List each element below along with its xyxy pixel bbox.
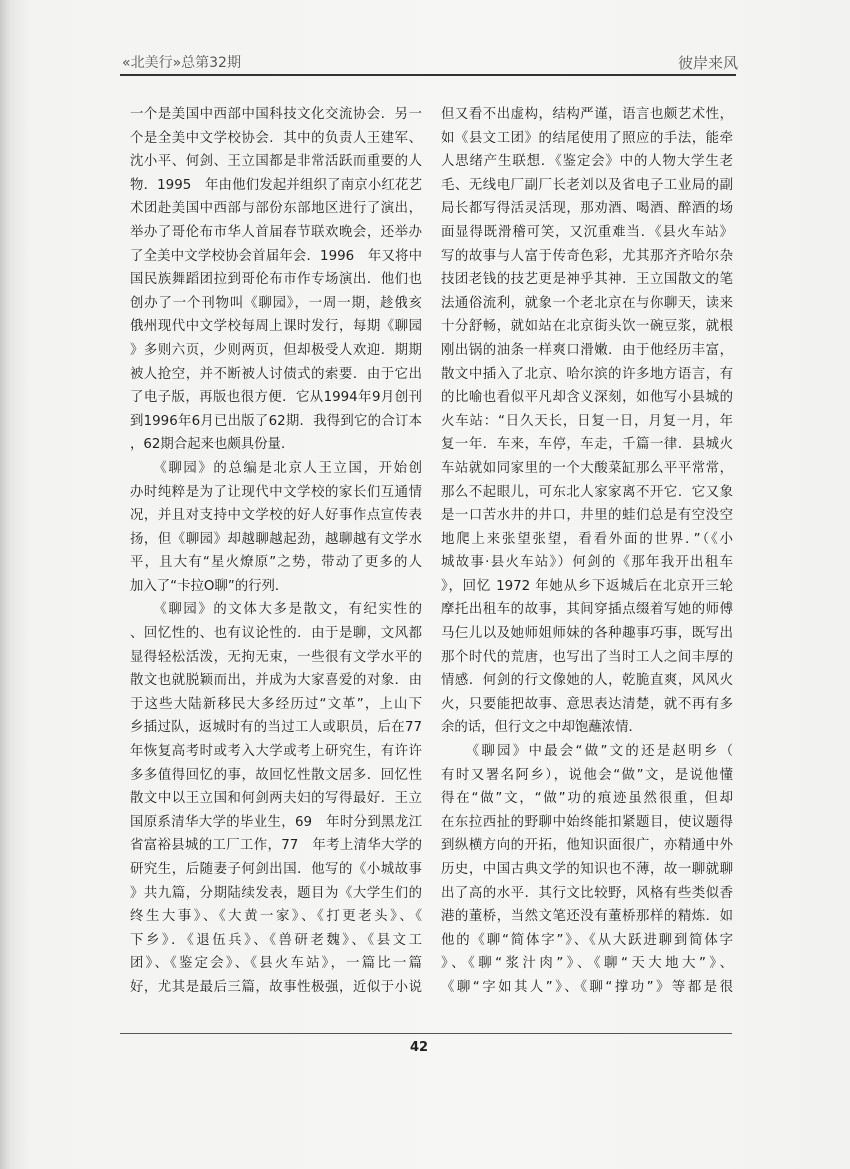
text-line: 他的《聊“简体字”》、《从大跃进聊到简体字	[441, 932, 733, 948]
text-line: 年恢复高考时或考入大学或考上研究生，有许许	[130, 744, 422, 760]
text-line: 地爬上来张望张望，看看外面的世界．”（《小	[441, 531, 733, 547]
header-divider	[120, 74, 736, 76]
text-line: 到1996年6月已出版了62期．我得到它的合订本	[130, 413, 422, 429]
text-line: 火，只要能把故事、意思表达清楚，就不再有多	[441, 696, 733, 712]
text-line: 刚出锅的油条一样爽口滑嫩．由于他经历丰富，	[441, 342, 733, 358]
text-line: 《聊园》中最会“做”文的还是赵明乡（	[441, 744, 733, 760]
text-line: 人思绪产生联想．《鉴定会》中的人物大学生老	[441, 154, 733, 170]
text-line: ，62期合起来也颇具份量．	[130, 437, 295, 453]
text-line: 好，尤其是最后三篇，故事性极强，近似于小说	[130, 979, 422, 995]
text-line: 下乡》．《退伍兵》、《兽研老魏》、《县文工	[130, 932, 422, 948]
text-line: 技团老钱的技艺更是神乎其神．王立国散文的笔	[441, 272, 733, 288]
text-line: 《聊园》的文体大多是散文，有纪实性的	[130, 602, 422, 618]
text-line: 在东拉西扯的野聊中始终能扣紧题目，使议题得	[441, 814, 733, 830]
text-line: 术团赴美国中西部与部份东部地区进行了演出，	[130, 201, 422, 217]
text-line: 历史，中国古典文学的知识也不薄，故一聊就聊	[441, 862, 733, 877]
running-header-publication: «北美行»总第32期	[122, 55, 241, 71]
text-line: 那么不起眼儿，可东北人家家离不开它．它又象	[441, 484, 733, 500]
text-line: 写的故事与人富于传奇色彩，尤其那齐齐哈尔杂	[441, 248, 733, 264]
text-line: 多多值得回忆的事，故回忆性散文居多．回忆性	[130, 767, 422, 783]
text-line: 省富裕县城的工厂工作，77 年考上清华大学的	[130, 838, 422, 854]
text-line: 于这些大陆新移民大多经历过“文革”，上山下	[130, 696, 422, 712]
text-line: 复一年．车来，车停，车走，千篇一律．县城火	[441, 437, 733, 453]
text-line: 火车站：“日久天长，日复一日，月复一月，年	[441, 413, 733, 429]
text-line: 平，且大有“星火燎原”之势，带动了更多的人	[130, 555, 422, 571]
text-line: 余的话，但行文之中却饱蘸浓情．	[441, 720, 642, 736]
text-line: 了全美中文学校协会首届年会．1996 年又将中	[130, 248, 422, 264]
text-line: 扬，但《聊园》却越聊越起劲，越聊越有文学水	[130, 531, 422, 547]
text-line: 散文中插入了北京、哈尔滨的许多地方语言，有	[441, 366, 733, 382]
text-line: 俄州现代中文学校每周上课时发行，每期《聊园	[130, 319, 422, 335]
text-line: 十分舒畅，就如站在北京街头饮一碗豆浆，就根	[441, 319, 733, 335]
text-line: 城故事·县火车站》）何剑的《那年我开出租车	[441, 555, 733, 571]
text-line: 散文中以王立国和何剑两夫妇的写得最好．王立	[130, 791, 422, 807]
text-line: 物．1995 年由他们发起并组织了南京小红花艺	[130, 177, 422, 193]
text-line: 》、《聊“浆汁肉”》、《聊“天大地大”》、	[441, 956, 733, 972]
text-line: 是一口苦水井的井口，井里的蛙们总是有空没空	[441, 508, 733, 524]
text-line: 国原系清华大学的毕业生，69 年时分到黑龙江	[130, 814, 422, 830]
text-line: 情感．何剑的行文像她的人，乾脆直爽，风风火	[441, 673, 733, 689]
text-line: 创办了一个刊物叫《聊园》，一周一期，趁俄亥	[130, 295, 422, 311]
right-text-column	[441, 103, 733, 1000]
text-line: 马仨儿以及她师姐师妹的各种趣事巧事，既写出	[441, 626, 733, 642]
text-line: 办时纯粹是为了让现代中文学校的家长们互通情	[130, 484, 422, 500]
text-line: 有时又署名阿乡），说他会“做”文，是说他懂	[441, 767, 733, 783]
text-line: 被人抢空，并不断被人讨债式的索要．由于它出	[130, 366, 422, 382]
running-header-section: 彼岸来风	[677, 54, 738, 72]
text-line: 个是全美中文学校协会．其中的负责人王建军、	[130, 130, 422, 146]
text-line: 如《县文工团》的结尾使用了照应的手法，能牵	[441, 130, 733, 146]
text-line: 举办了哥伦布市华人首届春节联欢晚会，还举办	[130, 224, 422, 240]
text-line: 》共九篇，分期陆续发表，题目为《大学生们的	[130, 885, 422, 901]
text-line: 港的董桥，当然文笔还没有董桥那样的精炼．如	[441, 909, 733, 925]
text-line: 研究生，后随妻子何剑出国．他写的《小城故事	[130, 862, 422, 877]
text-line: 乡插过队，返城时有的当过工人或职员，后在77	[130, 720, 422, 736]
text-line: 《聊园》的总编是北京人王立国，开始创	[130, 460, 422, 476]
text-line: 法通俗流利，就象一个老北京在与你聊天，读来	[441, 295, 733, 311]
text-line: 、回忆性的、也有议论性的．由于是聊，文风都	[130, 626, 422, 642]
text-line: 那个时代的荒唐，也写出了当时工人之间丰厚的	[441, 649, 733, 665]
text-line: 一个是美国中西部中国科技文化交流协会．另一	[130, 107, 422, 122]
text-line: 》，回忆 1972 年她从乡下返城后在北京开三轮	[441, 578, 733, 594]
page-number: 42	[410, 1040, 429, 1055]
footer-divider	[120, 1033, 732, 1034]
left-text-column	[130, 103, 422, 1000]
text-line: 《聊“字如其人”》、《聊“撑功”》等都是很	[441, 979, 733, 995]
text-line: 加入了“卡拉O聊”的行列．	[130, 578, 289, 594]
text-line: 摩托出租车的故事，其间穿插点缀着写她的师傅	[441, 602, 733, 618]
text-line: 国民族舞蹈团拉到哥伦布市作专场演出．他们也	[130, 272, 422, 288]
text-line: 但又看不出虚构，结构严谨，语言也颇艺术性，	[441, 107, 733, 122]
text-line: 终生大事》、《大黄一家》、《打更老头》、《	[130, 909, 422, 925]
text-line: 了电子版，再版也很方便．它从1994年9月创刊	[130, 390, 422, 406]
text-line: 到纵横方向的开拓，他知识面很广，亦精通中外	[441, 838, 733, 854]
text-line: 显得轻松活泼，无拘无束，一些很有文学水平的	[130, 649, 422, 665]
text-line: 毛、无线电厂副厂长老刘以及省电子工业局的副	[441, 177, 733, 193]
text-line: 的比喻也看似平凡却含义深刻，如他写小县城的	[441, 390, 733, 406]
text-line: 面显得既滑稽可笑，又沉重难当．《县火车站》	[441, 224, 733, 240]
text-line: 车站就如同家里的一个大酸菜缸那么平平常常，	[441, 460, 733, 476]
text-line: 得在“做”文，“做”功的痕迹虽然很重，但却	[441, 791, 733, 807]
text-line: 团》、《鉴定会》、《县火车站》，一篇比一篇	[130, 956, 422, 972]
text-line: 出了高的水平．其行文比较野，风格有些类似香	[441, 885, 733, 901]
text-line: 》多则六页，少则两页，但却极受人欢迎．期期	[130, 342, 422, 358]
text-line: 况，并且对支持中文学校的好人好事作点宣传表	[130, 508, 422, 524]
text-line: 散文也就脱颖而出，并成为大家喜爱的对象．由	[130, 673, 422, 689]
text-line: 局长都写得活灵活现，那劝酒、喝酒、醉酒的场	[441, 201, 733, 217]
text-line: 沈小平、何剑、王立国都是非常活跃而重要的人	[130, 154, 422, 170]
